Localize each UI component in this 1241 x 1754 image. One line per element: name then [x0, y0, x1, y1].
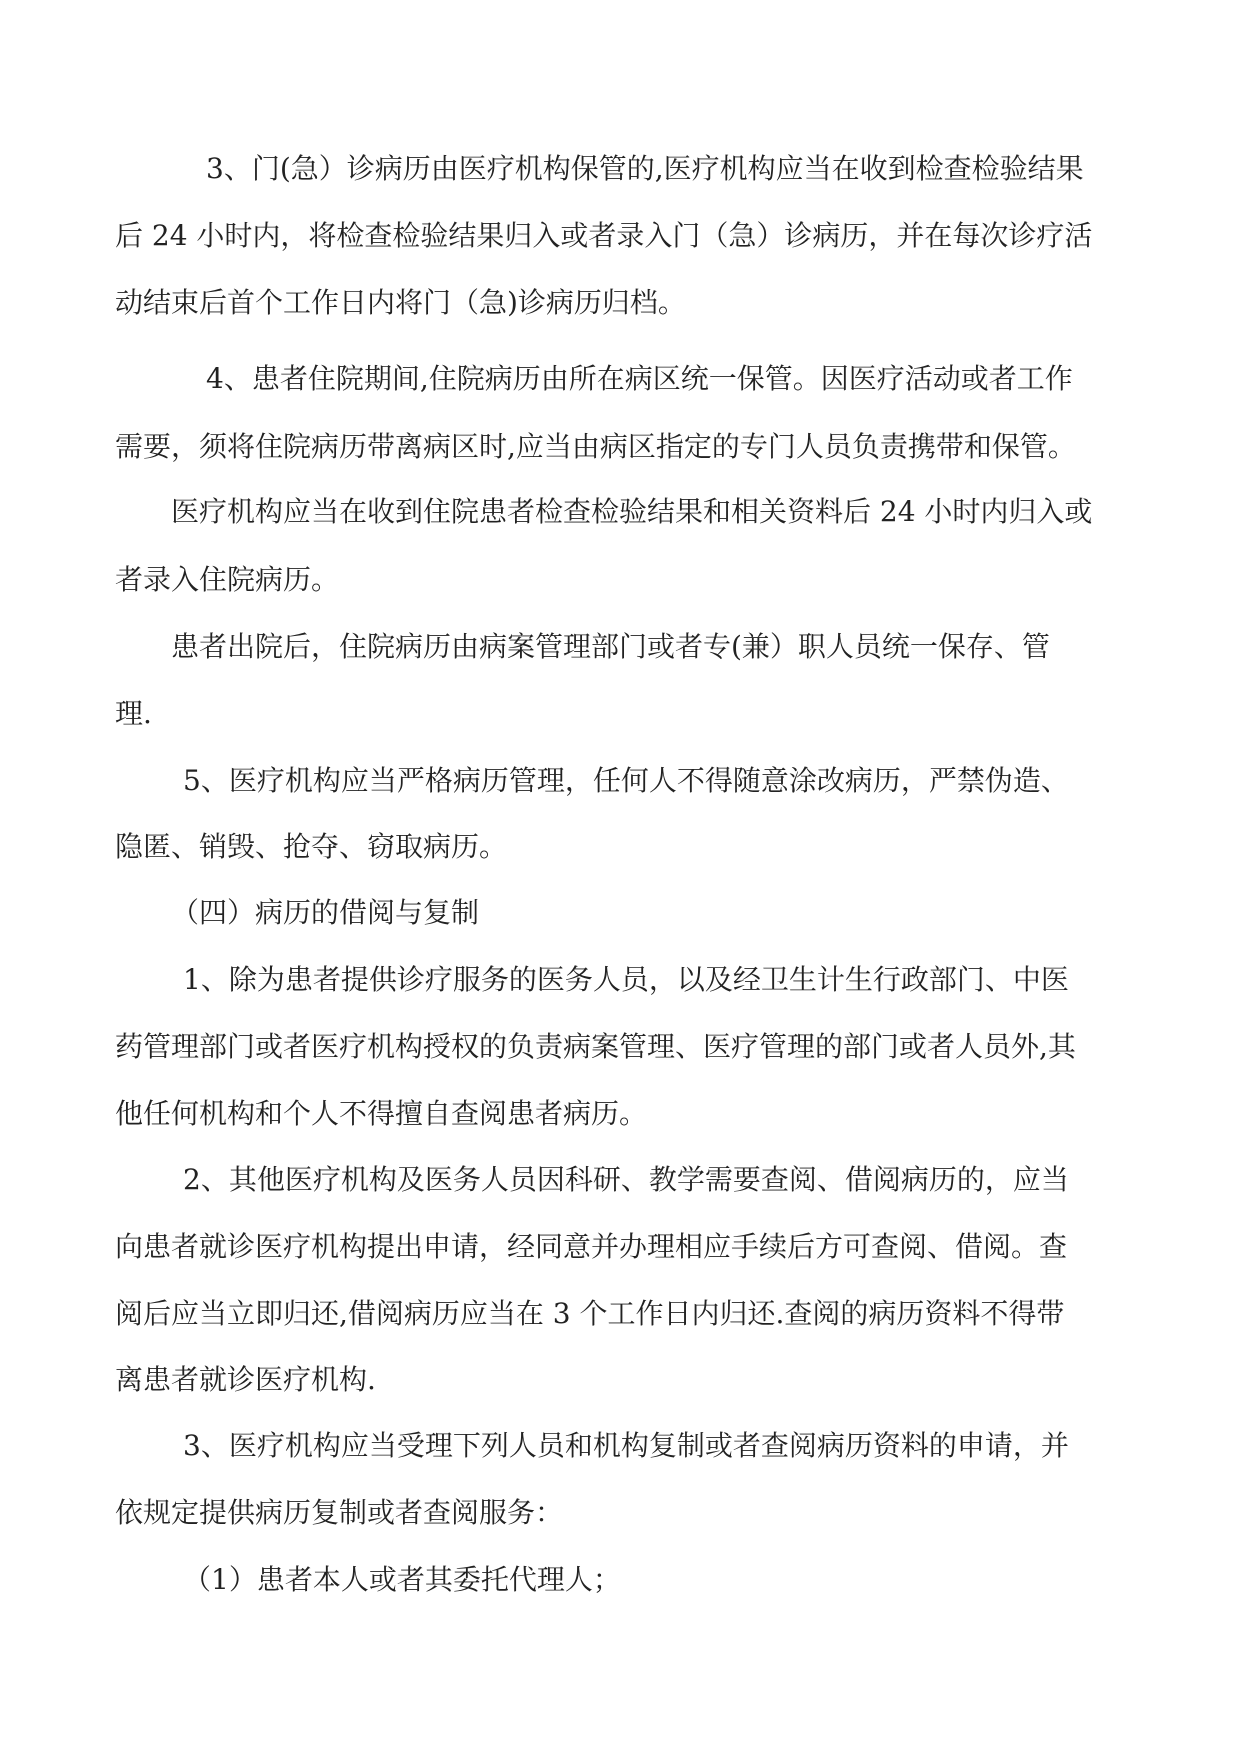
text-line: （1）患者本人或者其委托代理人；	[183, 1563, 621, 1596]
text-line: 他任何机构和个人不得擅自查阅患者病历。	[115, 1097, 648, 1130]
text-line: 4、患者住院期间,住院病历由所在病区统一保管。因医疗活动或者工作	[206, 362, 1073, 395]
text-line: 后 24 小时内，将检查检验结果归入或者录入门（急）诊病历，并在每次诊疗活	[115, 219, 1093, 252]
text-line: 需要，须将住院病历带离病区时,应当由病区指定的专门人员负责携带和保管。	[115, 430, 1076, 463]
text-line: 依规定提供病历复制或者查阅服务：	[115, 1496, 564, 1529]
section-heading: （四）病历的借阅与复制	[171, 896, 480, 929]
text-line: 动结束后首个工作日内将门（急)诊病历归档。	[115, 286, 686, 319]
text-line: 向患者就诊医疗机构提出申请，经同意并办理相应手续后方可查阅、借阅。查	[115, 1230, 1068, 1263]
text-line: 者录入住院病历。	[115, 563, 340, 596]
text-line: 3、门(急）诊病历由医疗机构保管的,医疗机构应当在收到检查检验结果	[206, 152, 1084, 185]
text-line: 1、除为患者提供诊疗服务的医务人员，以及经卫生计生行政部门、中医	[183, 963, 1069, 996]
text-line: 离患者就诊医疗机构.	[115, 1363, 376, 1396]
text-line: 理.	[115, 697, 152, 730]
text-line: 患者出院后，住院病历由病案管理部门或者专(兼）职人员统一保存、管	[171, 630, 1050, 663]
text-line: 3、医疗机构应当受理下列人员和机构复制或者查阅病历资料的申请，并	[183, 1429, 1069, 1462]
text-line: 药管理部门或者医疗机构授权的负责病案管理、医疗管理的部门或者人员外,其	[115, 1030, 1076, 1063]
text-line: 隐匿、销毁、抢夺、窃取病历。	[115, 830, 508, 863]
text-line: 5、医疗机构应当严格病历管理，任何人不得随意涂改病历，严禁伪造、	[183, 764, 1069, 797]
text-line: 2、其他医疗机构及医务人员因科研、教学需要查阅、借阅病历的，应当	[183, 1163, 1069, 1196]
text-line: 阅后应当立即归还,借阅病历应当在 3 个工作日内归还.查阅的病历资料不得带	[115, 1297, 1065, 1330]
text-line: 医疗机构应当在收到住院患者检查检验结果和相关资料后 24 小时内归入或	[171, 495, 1093, 528]
